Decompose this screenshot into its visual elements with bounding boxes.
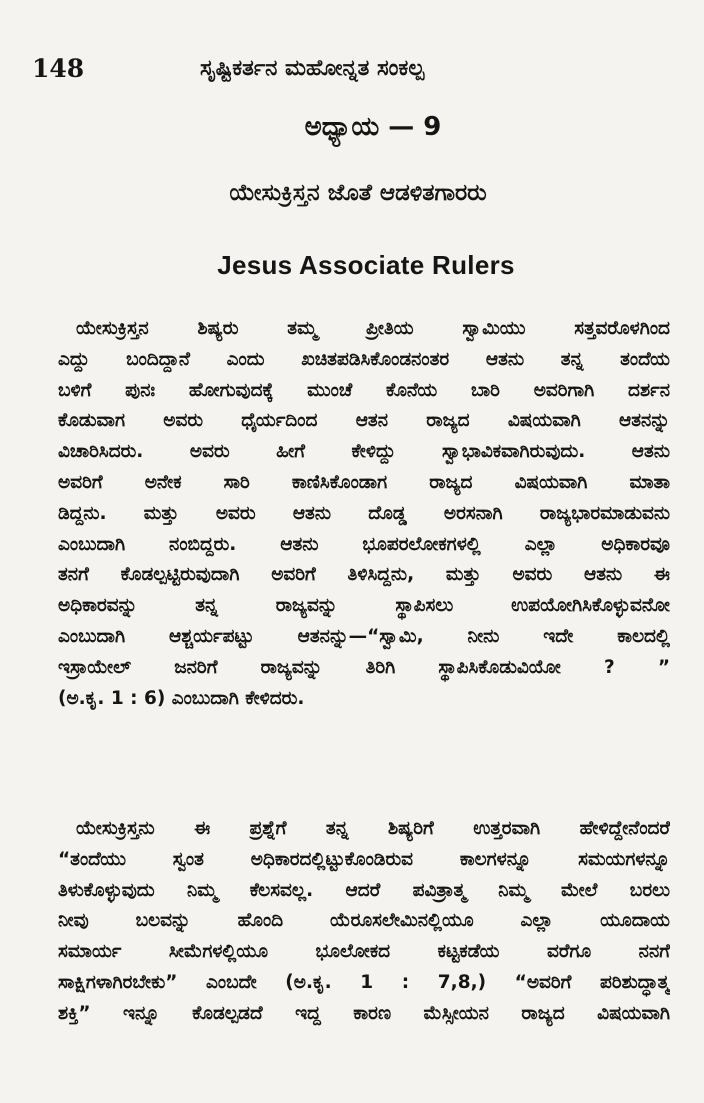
paragraph-line: ಡಿದ್ದನು. ಮತ್ತು ಅವರು ಆತನು ದೊಡ್ಡ ಅರಸನಾಗಿ ರಾಜ್ಯಭಾರಮಾಡುವನು	[58, 502, 670, 524]
paragraph-line: ಬಳಿಗೆ ಪುನಃ ಹೋಗುವುದಕ್ಕೆ ಮುಂಚೆ ಕೊನೆಯ ಬಾರಿ ಅವರಿಗಾಗಿ ದರ್ಶನ	[58, 379, 670, 401]
paragraph-line: ನೀವು ಬಲವನ್ನು ಹೊಂದಿ ಯೆರೂಸಲೇಮಿನಲ್ಲಿಯೂ ಎಲ್ಲಾ ಯೂದಾಯ	[58, 910, 670, 932]
paragraph-line: ಇಸ್ರಾಯೇಲ್ ಜನರಿಗೆ ರಾಜ್ಯವನ್ನು ತಿರಿಗಿ ಸ್ಥಾಪಿಸಿಕೊಡುವಿಯೋ ? ”	[58, 656, 670, 678]
paragraph-line: ಯೇಸುಕ್ರಿಸ್ತನ ಶಿಷ್ಯರು ತಮ್ಮ ಪ್ರೀತಿಯ ಸ್ವಾಮಿಯು ಸತ್ತವರೊಳಗಿಂದ	[76, 318, 670, 339]
paragraph-line: ಎಂಬುದಾಗಿ ನಂಬಿದ್ದರು. ಆತನು ಭೂಪರಲೋಕಗಳಲ್ಲಿ ಎಲ್ಲಾ ಅಧಿಕಾರವೂ	[58, 533, 670, 555]
paragraph-line: ವಿಚಾರಿಸಿದರು. ಅವರು ಹೀಗೆ ಕೇಳಿದ್ದು ಸ್ವಾಭಾವಿಕವಾಗಿರುವುದು. ಆತನು	[58, 441, 670, 463]
page-number: 148	[32, 54, 85, 83]
page-header	[0, 52, 704, 92]
paragraph-2	[58, 814, 670, 1030]
running-title: ಸೃಷ್ಟಿಕರ್ತನ ಮಹೋನ್ನತ ಸಂಕಲ್ಪ	[200, 56, 425, 81]
paragraph-line: ಎದ್ದು ಬಂದಿದ್ದಾನೆ ಎಂದು ಖಚಿತಪಡಿಸಿಕೊಂಡನಂತರ ಆತನು ತನ್ನ ತಂದೆಯ	[58, 348, 670, 370]
paragraph-line: ಸಮಾರ್ಯ ಸೀಮೆಗಳಲ್ಲಿಯೂ ಭೂಲೋಕದ ಕಟ್ಟಕಡೆಯ ವರೆಗೂ ನನಗೆ	[58, 941, 670, 963]
chapter-title-english: Jesus Associate Rulers	[217, 250, 515, 280]
paragraph-line: ಶಕ್ತಿ” ಇನ್ನೂ ಕೊಡಲ್ಪಡದೆ ಇದ್ದ ಕಾರಣ ಮೆಸ್ಸೀಯನ ರಾಜ್ಯದ ವಿಷಯವಾಗಿ	[58, 1002, 670, 1024]
chapter-title-kannada: ಯೇಸುಕ್ರಿಸ್ತನ ಜೊತೆ ಆಡಳಿತಗಾರರು	[229, 180, 487, 206]
paragraph-line: ತನಗೆ ಕೊಡಲ್ಪಟ್ಟಿರುವುದಾಗಿ ಅವರಿಗೆ ತಿಳಿಸಿದ್ದನು, ಮತ್ತು ಅವರು ಆತನು ಈ	[58, 564, 670, 586]
paragraph-line: “ತಂದೆಯು ಸ್ವಂತ ಅಧಿಕಾರದಲ್ಲಿಟ್ಟುಕೊಂಡಿರುವ ಕಾಲಗಳನ್ನೂ ಸಮಯಗಳನ್ನೂ	[58, 848, 670, 870]
paragraph-line: ಸಾಕ್ಷಿಗಳಾಗಿರಬೇಕು” ಎಂಬದೇ (ಅ.ಕೃ. 1 : 7,8,) “ಅವರಿಗೆ ಪರಿಶುದ್ಧಾತ್ಮ	[58, 971, 670, 993]
paragraph-line: ಯೇಸುಕ್ರಿಸ್ತನು ಈ ಪ್ರಶ್ನೆಗೆ ತನ್ನ ಶಿಷ್ಯರಿಗೆ ಉತ್ತರವಾಗಿ ಹೇಳಿದ್ದೇನೆಂದರೆ	[76, 818, 670, 839]
paragraph-line: ತಿಳುಕೊಳ್ಳುವುದು ನಿಮ್ಮ ಕೆಲಸವಲ್ಲ. ಆದರೆ ಪವಿತ್ರಾತ್ಮ ನಿಮ್ಮ ಮೇಲೆ ಬರಲು	[58, 879, 670, 901]
paragraph-line: ಅವರಿಗೆ ಅನೇಕ ಸಾರಿ ಕಾಣಿಸಿಕೊಂಡಾಗ ರಾಜ್ಯದ ವಿಷಯವಾಗಿ ಮಾತಾ	[58, 471, 670, 493]
paragraph-1	[58, 314, 670, 714]
chapter-heading: ಅಧ್ಯಾಯ — 9	[304, 112, 442, 142]
paragraph-line: ಎಂಬುದಾಗಿ ಆಶ್ಚರ್ಯಪಟ್ಟು ಆತನನ್ನು—“ಸ್ವಾಮಿ, ನೀನು ಇದೇ ಕಾಲದಲ್ಲಿ	[58, 625, 670, 647]
paragraph-line: ಕೊಡುವಾಗ ಅವರು ಧೈರ್ಯದಿಂದ ಆತನ ರಾಜ್ಯದ ವಿಷಯವಾಗಿ ಆತನನ್ನು	[58, 410, 670, 432]
paragraph-line: (ಅ.ಕೃ. 1 : 6) ಎಂಬುದಾಗಿ ಕೇಳಿದರು.	[58, 687, 305, 709]
paragraph-line: ಅಧಿಕಾರವನ್ನು ತನ್ನ ರಾಜ್ಯವನ್ನು ಸ್ಥಾಪಿಸಲು ಉಪಯೋಗಿಸಿಕೊಳ್ಳುವನೋ	[58, 595, 670, 617]
